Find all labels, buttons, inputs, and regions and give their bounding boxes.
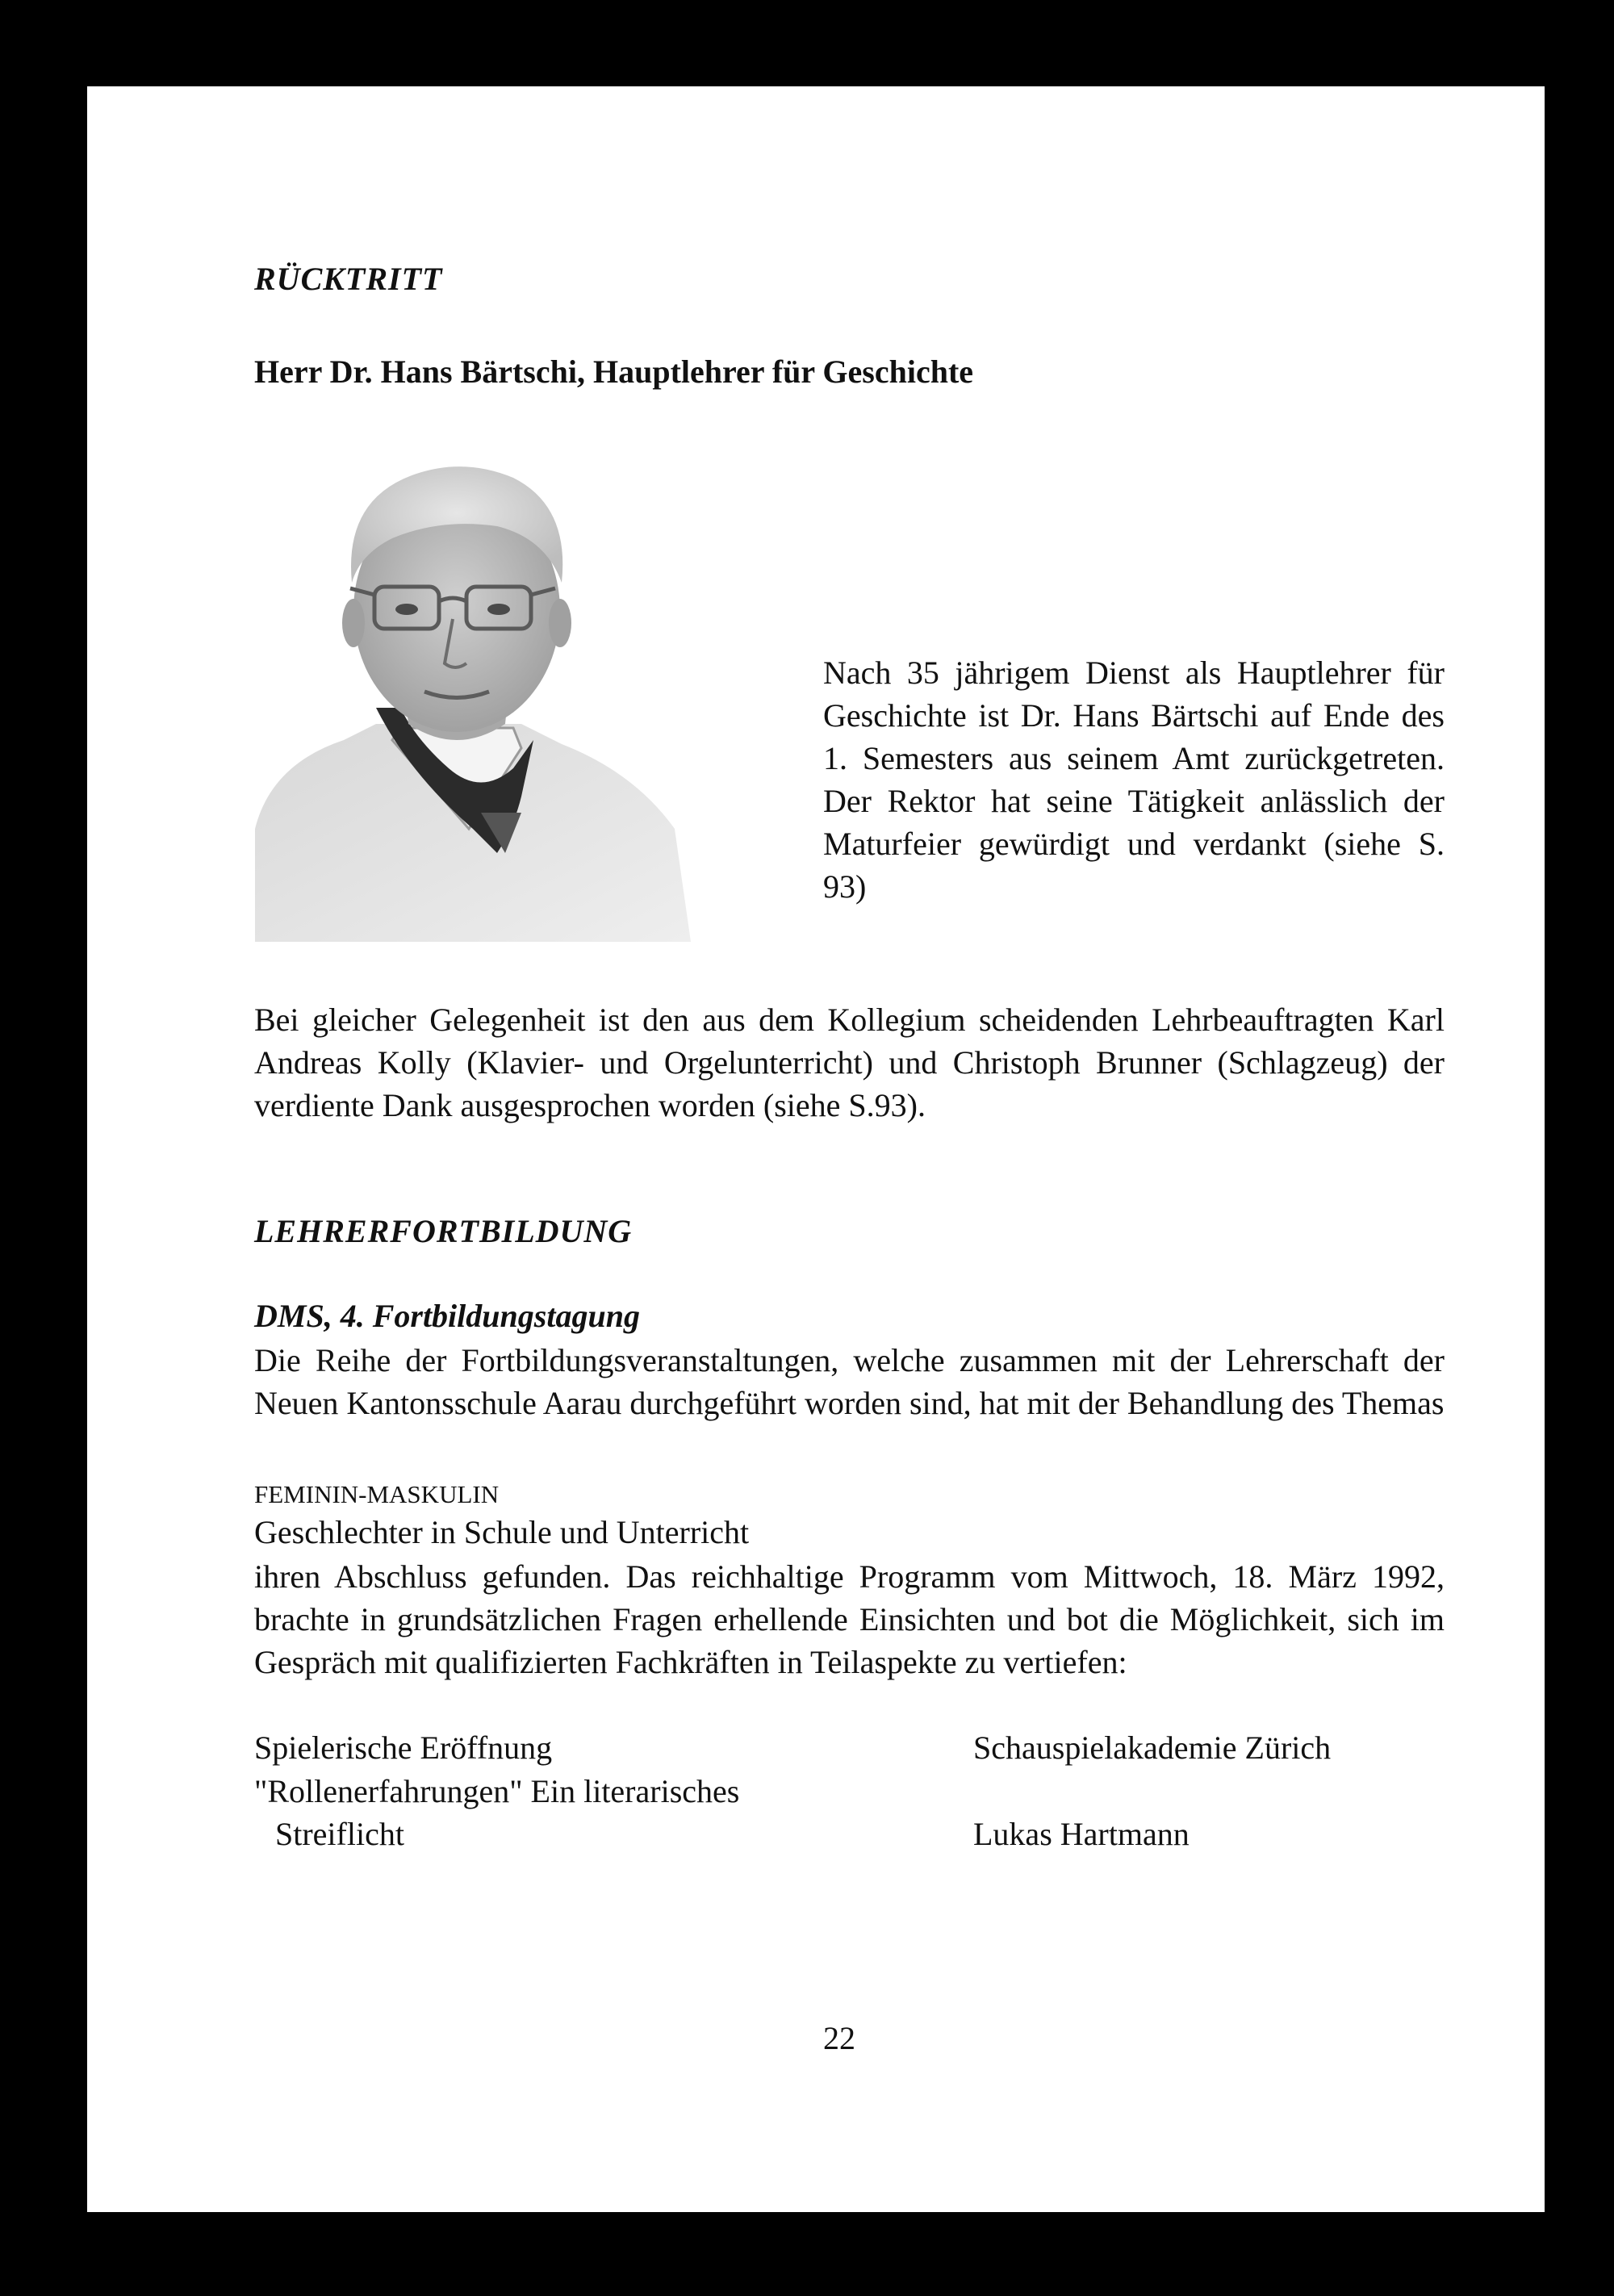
event-intro: Die Reihe der Fortbildungsveranstaltungen, welche zusammen mit der Lehrerschaft der Neuen Kantonsschule Aarau durchgeführt worden sind, hat mit der Behandlung des Themas [254,1342,1445,1421]
program-topic: Spielerische Eröffnung [254,1729,553,1766]
event-subheading: DMS, 4. Fortbildungstagung [254,1298,640,1334]
portrait-photo [255,450,707,942]
section-heading-ruecktritt: RÜCKTRITT [254,261,443,297]
theme-title: FEMININ-MASKULIN [254,1480,500,1508]
program-speaker: Lukas Hartmann [973,1816,1190,1852]
document-page [87,86,1545,2212]
event-continuation: ihren Abschluss gefunden. Das reichhaltige Programm vom Mittwoch, 18. März 1992, brachte in grundsätzlichen Fragen erhellende Einsichten und bot die Möglichkeit, sich im Gespräch mit qualifizierten Fachkräften in Teilaspekte zu vertiefen: [254,1558,1445,1680]
section-heading-lehrerfortbildung: LEHRERFORTBILDUNG [254,1213,633,1249]
thanks-paragraph: Bei gleicher Gelegenheit ist den aus dem Kollegium scheidenden Lehrbeauftragten Karl Andreas Kolly (Klavier- und Orgelunterricht) und Christoph Brunner (Schlagzeug) der verdiente Dank ausgesprochen worden (siehe S.93). [254,1002,1445,1123]
section-subheading-person: Herr Dr. Hans Bärtschi, Hauptlehrer für Geschichte [254,353,974,390]
program-topic: "Rollenerfahrungen" Ein literarisches [254,1773,740,1809]
theme-subtitle: Geschlechter in Schule und Unterricht [254,1514,750,1550]
retirement-side-text: Nach 35 jährigem Dienst als Hauptlehrer für Geschichte ist Dr. Hans Bärtschi auf Ende des 1. Semesters aus seinem Amt zurückgetreten. Der Rektor hat seine Tätigkeit anlässlich der Maturfeier gewürdigt und verdankt (siehe S. 93) [823,655,1445,905]
program-topic-continued: Streiflicht [275,1816,404,1852]
program-speaker: Schauspielakademie Zürich [973,1729,1332,1766]
page-number: 22 [823,2020,855,2056]
